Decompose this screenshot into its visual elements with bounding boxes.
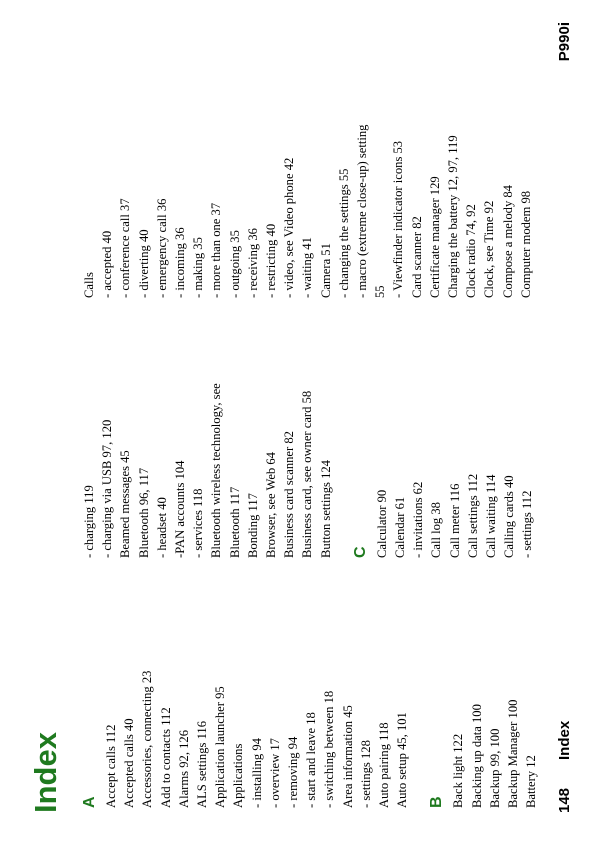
index-entry: Card scanner 82 — [409, 216, 424, 298]
index-entry: Auto pairing 118 — [377, 722, 392, 808]
index-entry: 55 — [373, 285, 388, 298]
index-entry: Compose a melody 84 — [500, 185, 515, 298]
index-column-2 — [80, 383, 537, 558]
index-entry: Bluetooth 96, 117 — [136, 467, 151, 558]
index-entry: - diverting 40 — [136, 229, 151, 298]
index-entry: Add to contacts 112 — [158, 707, 173, 808]
index-entry: - waiting 41 — [300, 237, 315, 298]
index-section-letter: A — [81, 796, 98, 808]
footer-section-label: Index — [556, 720, 573, 760]
model-name: P990i — [556, 22, 573, 62]
index-entry: - accepted 40 — [100, 230, 115, 298]
index-entry: Calculator 90 — [374, 489, 389, 558]
index-entry: Battery 12 — [524, 755, 539, 808]
index-entry: Bluetooth wireless technology, see — [209, 383, 224, 558]
index-entry: - switching between 18 — [322, 690, 337, 808]
index-entry: - settings 128 — [358, 740, 373, 808]
index-entry: - conference call 37 — [118, 198, 133, 298]
index-section-letter: C — [351, 546, 369, 558]
index-entry: - installing 94 — [249, 738, 264, 808]
index-section-gap — [411, 671, 427, 808]
index-entry: Accepted calls 40 — [122, 718, 137, 808]
index-entry: Accept calls 112 — [104, 724, 118, 808]
index-entry: -PAN accounts 104 — [173, 460, 188, 558]
index-entry: - charging via USB 97, 120 — [100, 419, 115, 558]
index-entry: Accessories, connecting 23 — [140, 670, 155, 808]
index-entry: - receiving 36 — [245, 228, 260, 298]
index-entry: Clock radio 74, 92 — [464, 204, 479, 298]
index-entry: - restricting 40 — [264, 223, 279, 298]
index-entry: - settings 112 — [520, 490, 535, 558]
index-entry: Auto setup 45, 101 — [395, 712, 410, 808]
index-column-3 — [80, 125, 535, 298]
index-entry: - video, see Video phone 42 — [282, 157, 297, 298]
index-entry: Browser, see Web 64 — [264, 452, 279, 558]
index-entry: - emergency call 36 — [154, 198, 169, 298]
index-entry: - removing 94 — [286, 736, 301, 808]
index-entry: - making 35 — [191, 237, 206, 298]
page-number: 148 — [556, 787, 573, 813]
page-title: Index — [28, 732, 63, 813]
index-entry: Calling cards 40 — [502, 475, 517, 558]
index-entry: ALS settings 116 — [195, 721, 210, 808]
index-entry: Application launcher 95 — [213, 686, 228, 808]
index-column-1 — [80, 671, 540, 808]
index-entry: Call meter 116 — [447, 483, 462, 558]
index-entry: Alarms 92, 126 — [176, 729, 191, 808]
index-entry: Computer modem 98 — [518, 190, 533, 298]
index-entry: Bonding 117 — [245, 493, 260, 558]
index-section-gap — [335, 383, 351, 558]
index-entry: - charging 119 — [82, 485, 96, 558]
index-entry: Bluetooth 117 — [227, 486, 242, 558]
index-entry: Applications — [231, 743, 246, 808]
index-entry: - outgoing 35 — [227, 230, 242, 298]
index-entry: Charging the battery 12, 97, 119 — [446, 135, 461, 298]
index-section-letter: B — [428, 796, 446, 808]
index-entry: - invitations 62 — [411, 481, 426, 558]
index-entry: Backup Manager 100 — [506, 699, 521, 808]
index-entry: - more than one 37 — [209, 202, 224, 298]
index-entry: Business card scanner 82 — [282, 431, 297, 558]
index-entry: Beamed messages 45 — [118, 450, 133, 558]
index-entry: Call log 38 — [429, 502, 444, 558]
index-entry: Backup 99, 100 — [487, 728, 502, 808]
index-entry: Backing up data 100 — [469, 704, 484, 808]
index-entry: Back light 122 — [451, 733, 466, 808]
index-entry: - macro (extreme close-up) setting — [355, 124, 370, 298]
index-entry: Calls — [82, 272, 96, 298]
index-entry: Button settings 124 — [318, 460, 333, 558]
index-entry: Area information 45 — [340, 705, 355, 808]
index-entry: - changing the settings 55 — [336, 168, 351, 298]
index-entry: Call settings 112 — [465, 473, 480, 558]
index-entry: Call waiting 114 — [484, 474, 499, 558]
index-entry: - start and leave 18 — [304, 712, 319, 808]
index-entry: - Viewfinder indicator icons 53 — [391, 140, 406, 298]
index-entry: - services 118 — [191, 488, 206, 558]
index-entry: - headset 40 — [154, 497, 169, 558]
index-entry: Clock, see Time 92 — [482, 200, 497, 298]
index-entry: Camera 51 — [318, 243, 333, 298]
page-footer — [556, 0, 580, 865]
index-entry: Certificate manager 129 — [427, 176, 442, 298]
index-entry: Calendar 61 — [393, 496, 408, 558]
index-entry: - incoming 36 — [173, 227, 188, 298]
index-entry: Business card, see owner card 58 — [300, 390, 315, 558]
index-entry: - overview 17 — [267, 738, 282, 808]
